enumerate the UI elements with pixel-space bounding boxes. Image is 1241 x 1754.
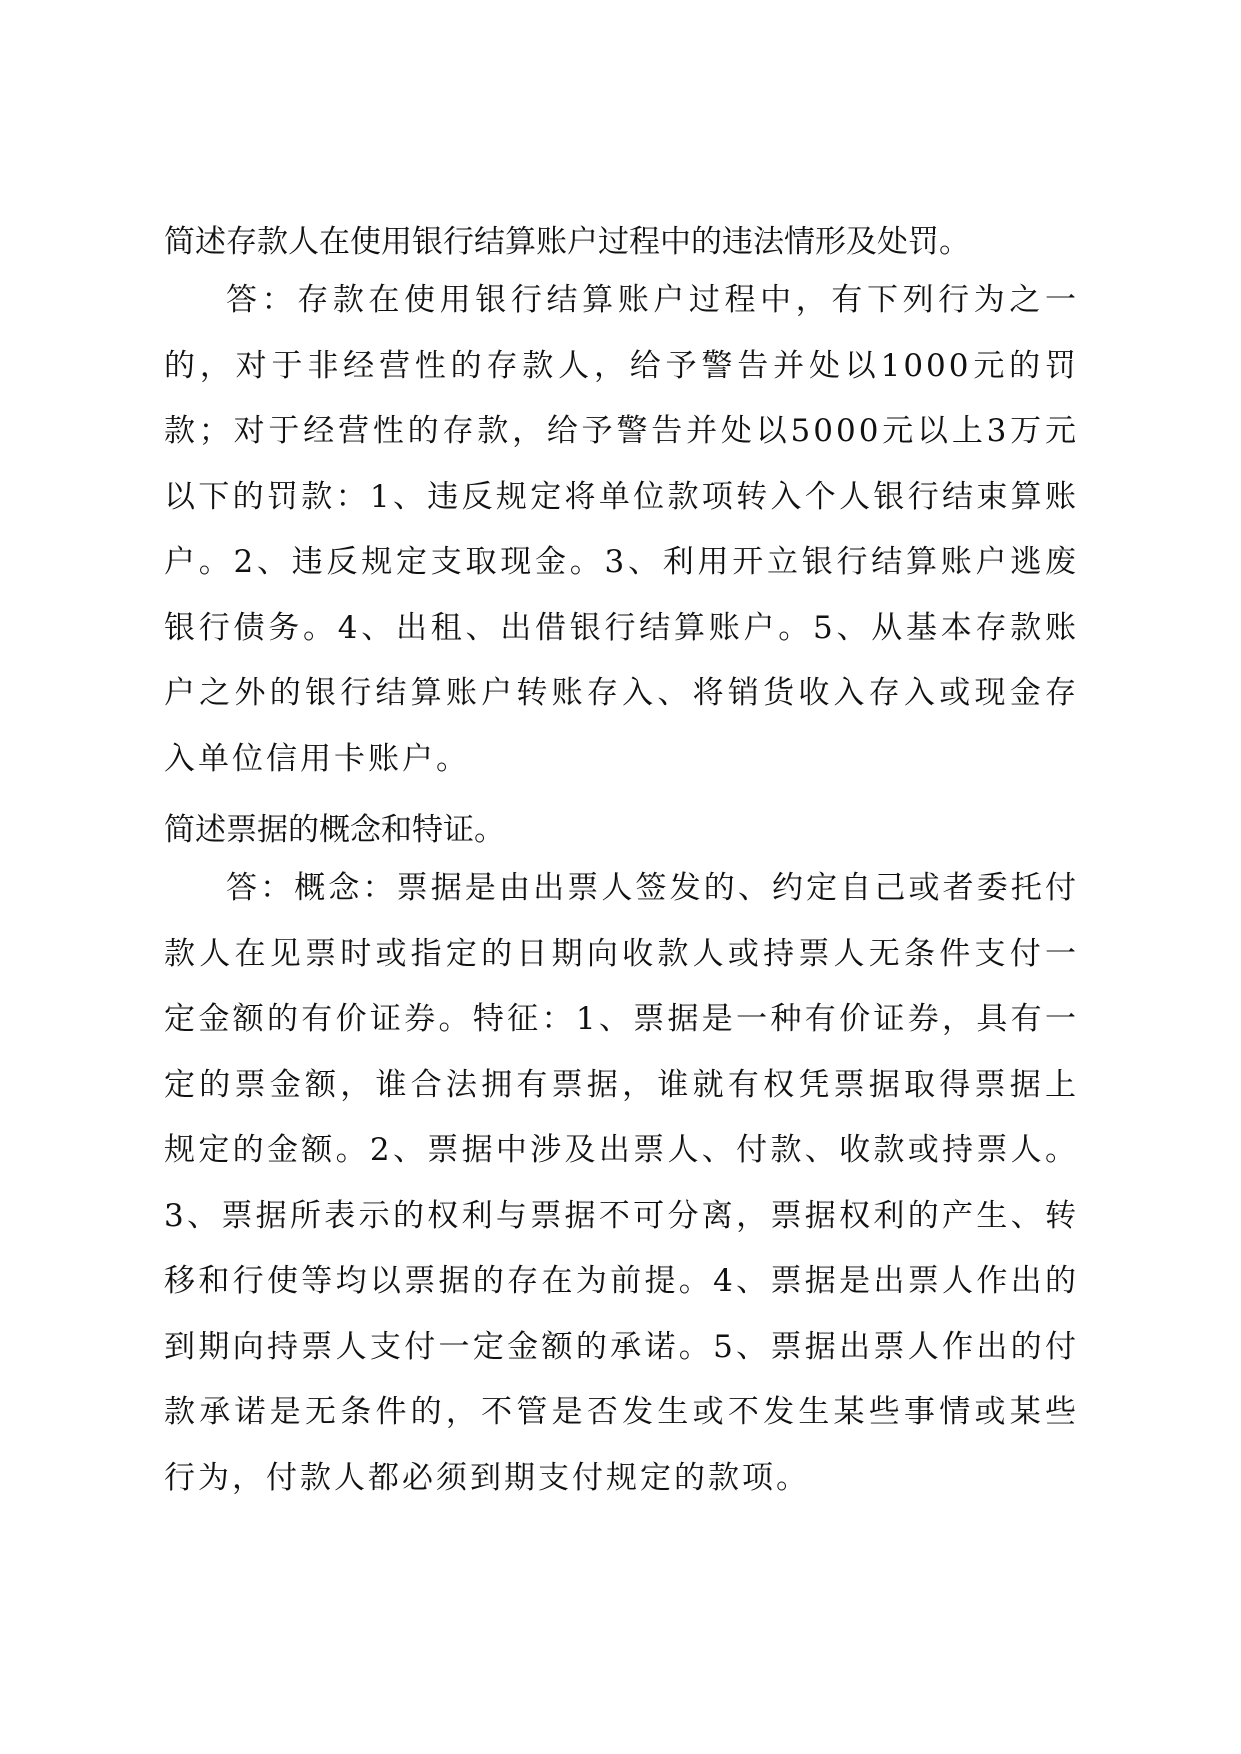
question-heading-1: 简述存款人在使用银行结算账户过程中的违法情形及处罚。 bbox=[164, 224, 970, 260]
question-section-1 bbox=[164, 222, 1079, 792]
question-heading-2: 简述票据的概念和特证。 bbox=[164, 812, 505, 848]
answer-paragraph-2: 答：概念：票据是由出票人签发的、约定自己或者委托付款人在见票时或指定的日期向收款人或持票人无条件支付一定金额的有价证券。特征：1、票据是一种有价证券，具有一定的票金额，谁合法拥有票据，谁就有权凭票据取得票据上规定的金额。2、票据中涉及出票人、付款、收款或持票人。3、票据所表示的权利与票据不可分离，票据权利的产生、转移和行使等均以票据的存在为前提。4、票据是出票人作出的到期向持票人支付一定金额的承诺。5、票据出票人作出的付款承诺是无条件的，不管是否发生或不发生某些事情或某些行为，付款人都必须到期支付规定的款项。 bbox=[164, 870, 1079, 1496]
answer-paragraph-1: 答：存款在使用银行结算账户过程中，有下列行为之一的，对于非经营性的存款人，给予警告并处以1000元的罚款；对于经营性的存款，给予警告并处以5000元以上3万元以下的罚款：1、违反规定将单位款项转入个人银行结束算账户。2、违反规定支取现金。3、利用开立银行结算账户逃废银行债务。4、出租、出借银行结算账户。5、从基本存款账户之外的银行结算账户转账存入、将销货收入存入或现金存入单位信用卡账户。 bbox=[164, 282, 1079, 777]
question-section-2 bbox=[164, 810, 1079, 1511]
